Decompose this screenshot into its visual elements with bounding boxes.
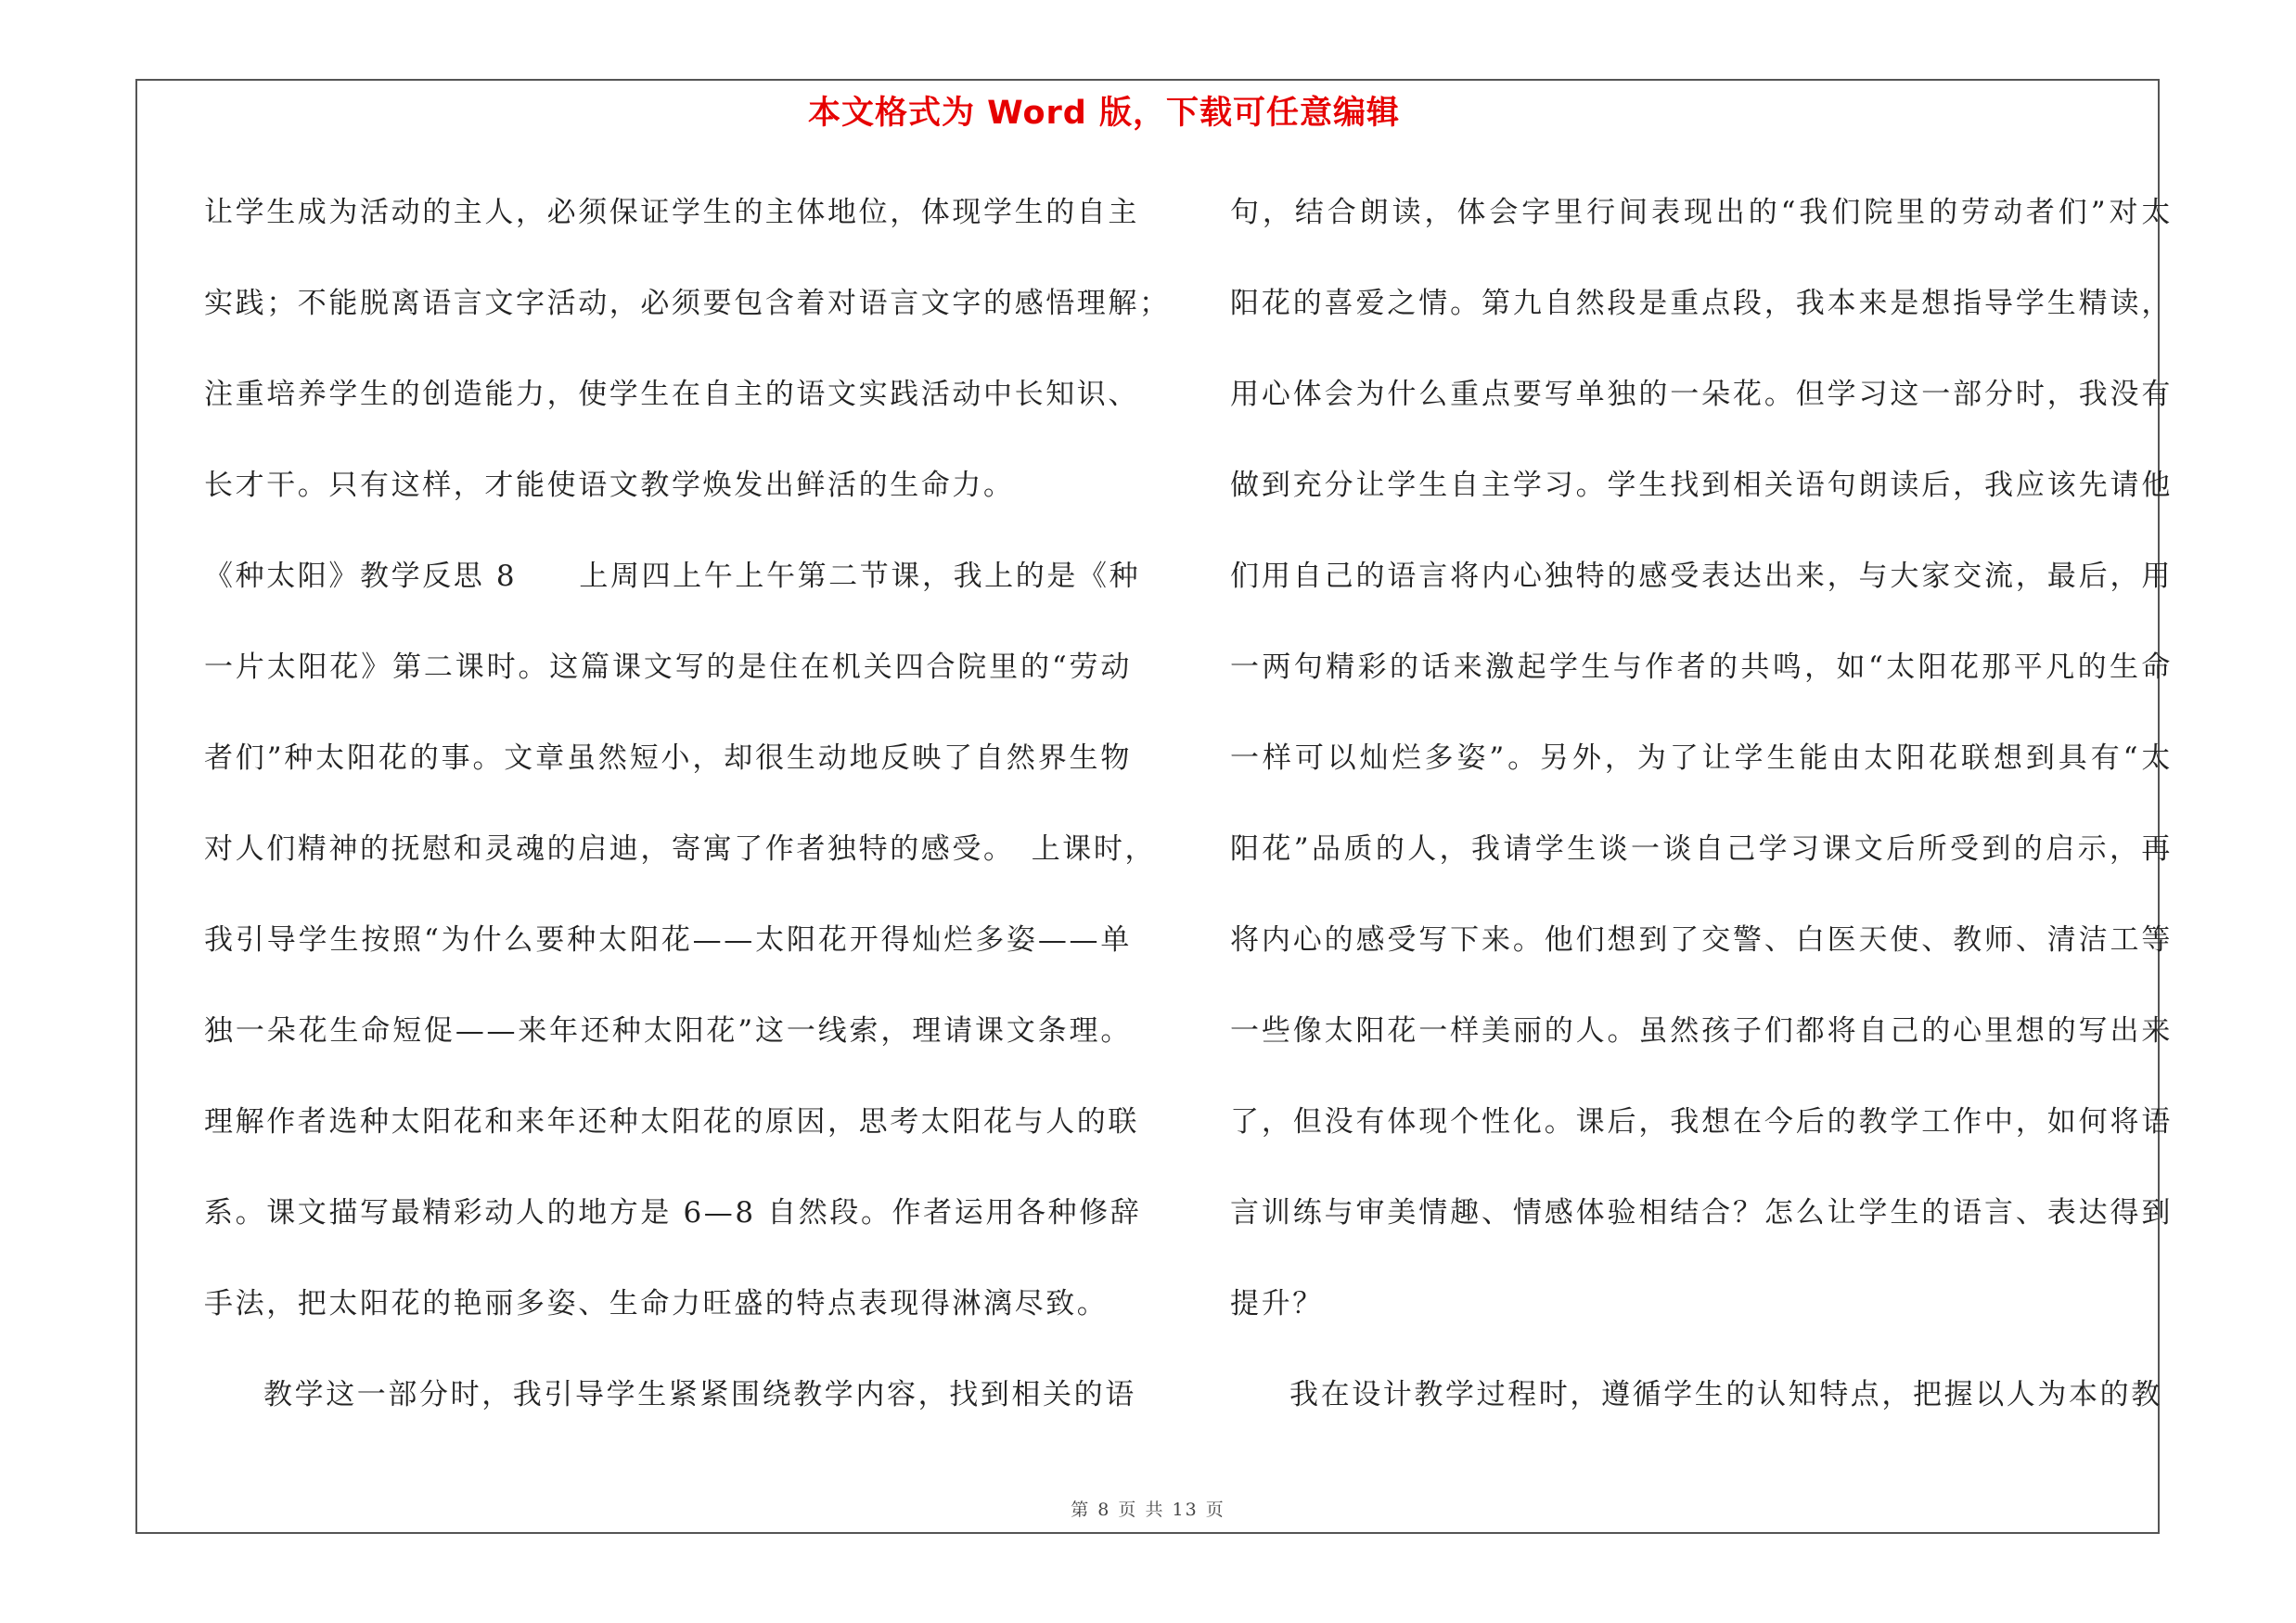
page-number: 第 8 页 共 13 页 <box>1071 1500 1225 1520</box>
text-line: 了，但没有体现个性化。课后，我想在今后的教学工作中，如何将语 <box>1230 1105 2173 1139</box>
text-line: 一样可以灿烂多姿”。另外，为了让学生能由太阳花联想到具有“太 <box>1230 741 2173 775</box>
text-line: 将内心的感受写下来。他们想到了交警、白医天使、教师、清洁工等 <box>1230 923 2173 957</box>
text-line: 手法，把太阳花的艳丽多姿、生命力旺盛的特点表现得淋漓尽致。 <box>204 1287 1109 1320</box>
text-line: 阳花的喜爱之情。第九自然段是重点段，我本来是想指导学生精读， <box>1230 287 2173 320</box>
text-line: 实践；不能脱离语言文字活动，必须要包含着对语言文字的感悟理解； <box>204 287 1171 320</box>
text-line: 一两句精彩的话来激起学生与作者的共鸣，如“太阳花那平凡的生命 <box>1230 650 2173 684</box>
text-line: 长才干。只有这样，才能使语文教学焕发出鲜活的生命力。 <box>204 469 1015 502</box>
text-line: 做到充分让学生自主学习。学生找到相关语句朗读后，我应该先请他 <box>1230 469 2173 502</box>
text-line: 提升？ <box>1230 1287 1324 1320</box>
text-line: 们用自己的语言将内心独特的感受表达出来，与大家交流，最后，用 <box>1230 560 2173 593</box>
left-column <box>204 180 1171 1453</box>
text-line: 独一朵花生命短促——来年还种太阳花”这一线索，理请课文条理。 <box>204 1014 1132 1048</box>
text-line: 教学这一部分时，我引导学生紧紧围绕教学内容，找到相关的语 <box>263 1378 1136 1411</box>
text-line: 我引导学生按照“为什么要种太阳花——太阳花开得灿烂多姿——单 <box>204 923 1132 957</box>
text-line: 言训练与审美情趣、情感体验相结合？怎么让学生的语言、表达得到 <box>1230 1196 2173 1230</box>
text-line: 《种太阳》教学反思 8 上周四上午上午第二节课，我上的是《种 <box>204 560 1141 593</box>
text-line: 一片太阳花》第二课时。这篇课文写的是住在机关四合院里的“劳动 <box>204 650 1132 684</box>
text-line: 一些像太阳花一样美丽的人。虽然孩子们都将自己的心里想的写出来 <box>1230 1014 2173 1048</box>
text-line: 理解作者选种太阳花和来年还种太阳花的原因，思考太阳花与人的联 <box>204 1105 1139 1139</box>
text-line: 用心体会为什么重点要写单独的一朵花。但学习这一部分时，我没有 <box>1230 378 2173 411</box>
text-line: 让学生成为活动的主人，必须保证学生的主体地位，体现学生的自主 <box>204 196 1139 229</box>
text-line: 我在设计教学过程时，遵循学生的认知特点，把握以人为本的教 <box>1289 1378 2162 1411</box>
text-line: 对人们精神的抚慰和灵魂的启迪，寄寓了作者独特的感受。 上课时， <box>204 832 1157 866</box>
text-line: 阳花”品质的人，我请学生谈一谈自己学习课文后所受到的启示，再 <box>1230 832 2173 866</box>
right-column <box>1230 180 2173 1453</box>
text-line: 者们”种太阳花的事。文章虽然短小，却很生动地反映了自然界生物 <box>204 741 1132 775</box>
format-banner: 本文格式为 Word 版，下载可任意编辑 <box>807 95 1401 132</box>
text-line: 句，结合朗读，体会字里行间表现出的“我们院里的劳动者们”对太 <box>1230 196 2173 229</box>
text-line: 系。课文描写最精彩动人的地方是 6—8 自然段。作者运用各种修辞 <box>204 1196 1142 1230</box>
text-line: 注重培养学生的创造能力，使学生在自主的语文实践活动中长知识、 <box>204 378 1139 411</box>
